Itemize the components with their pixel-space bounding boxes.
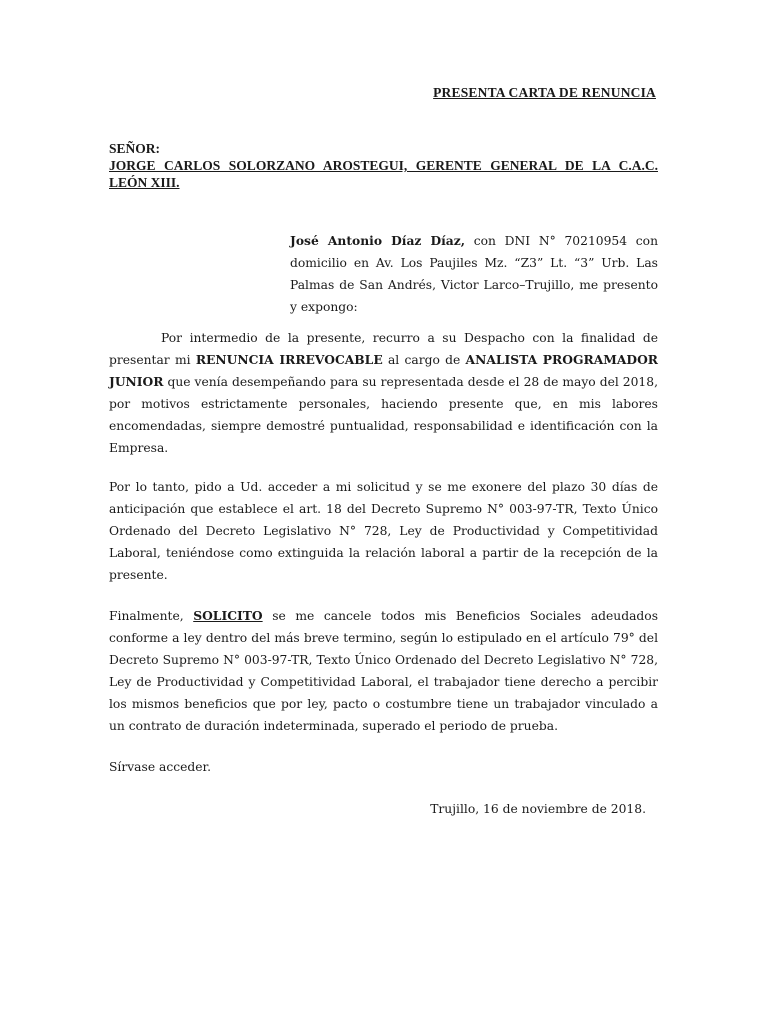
addressee-name: JORGE CARLOS SOLORZANO AROSTEGUI, GERENTE GENERAL DE LA C.A.C. LEÓN XIII.: [109, 158, 658, 190]
sender-details: con DNI N° 70210954 con domicilio en Av. Los Paujiles Mz. “Z3” Lt. “3” Urb. Las Palmas de San Andrés, Victor Larco–Trujillo, me presento y expongo:: [290, 234, 658, 314]
paragraph-resignation: [109, 327, 658, 459]
paragraph-benefits: [109, 605, 658, 737]
addressee-block: [109, 140, 658, 191]
p1-text-2: al cargo de: [382, 353, 466, 367]
p1-text-1: Por intermedio de la presente, recurro a su Despacho con la finalidad de presentar mi: [109, 331, 658, 367]
p3-text-1: Finalmente,: [109, 609, 194, 623]
salutation: SEÑOR:: [109, 141, 161, 156]
document-title: PRESENTA CARTA DE RENUNCIA: [433, 85, 656, 100]
sender-name: José Antonio Díaz Díaz,: [290, 233, 466, 248]
p1-text-3: que venía desempeñando para su representada desde el 28 de mayo del 2018, por motivos estrictamente personales, haciendo presente que, en mis labores encomendadas, siempre demostré puntualidad, responsabilidad e identificación con la Empresa.: [109, 375, 658, 455]
paragraph-exemption: Por lo tanto, pido a Ud. acceder a mi solicitud y se me exonere del plazo 30 días de anticipación que establece el art. 18 del Decreto Supremo N° 003-97-TR, Texto Único Ordenado del Decreto Legislativo N° 728, Ley de Productividad y Competitividad Laboral, teniéndose como extinguida la relación laboral a partir de la recepción de la presente.: [109, 480, 658, 582]
date-line: Trujillo, 16 de noviembre de 2018.: [430, 802, 646, 816]
p3-text-2: se me cancele todos mis Beneficios Sociales adeudados conforme a ley dentro del más breve termino, según lo estipulado en el artículo 79° del Decreto Supremo N° 003-97-TR, Texto Único Ordenado del Decreto Legislativo N° 728, Ley de Productividad y Competitividad Laboral, el trabajador tiene derecho a percibir los mismos beneficios que por ley, pacto o costumbre tiene un trabajador vinculado a un contrato de duración indeterminada, superado el periodo de prueba.: [109, 609, 659, 733]
p1-bold-position: ANALISTA PROGRAMADOR JUNIOR: [109, 352, 658, 389]
p1-bold-resignation: RENUNCIA IRREVOCABLE: [195, 352, 383, 367]
closing-line: Sírvase acceder.: [109, 760, 211, 774]
p3-bold-solicito: SOLICITO: [193, 608, 263, 623]
sender-intro: [290, 230, 658, 318]
